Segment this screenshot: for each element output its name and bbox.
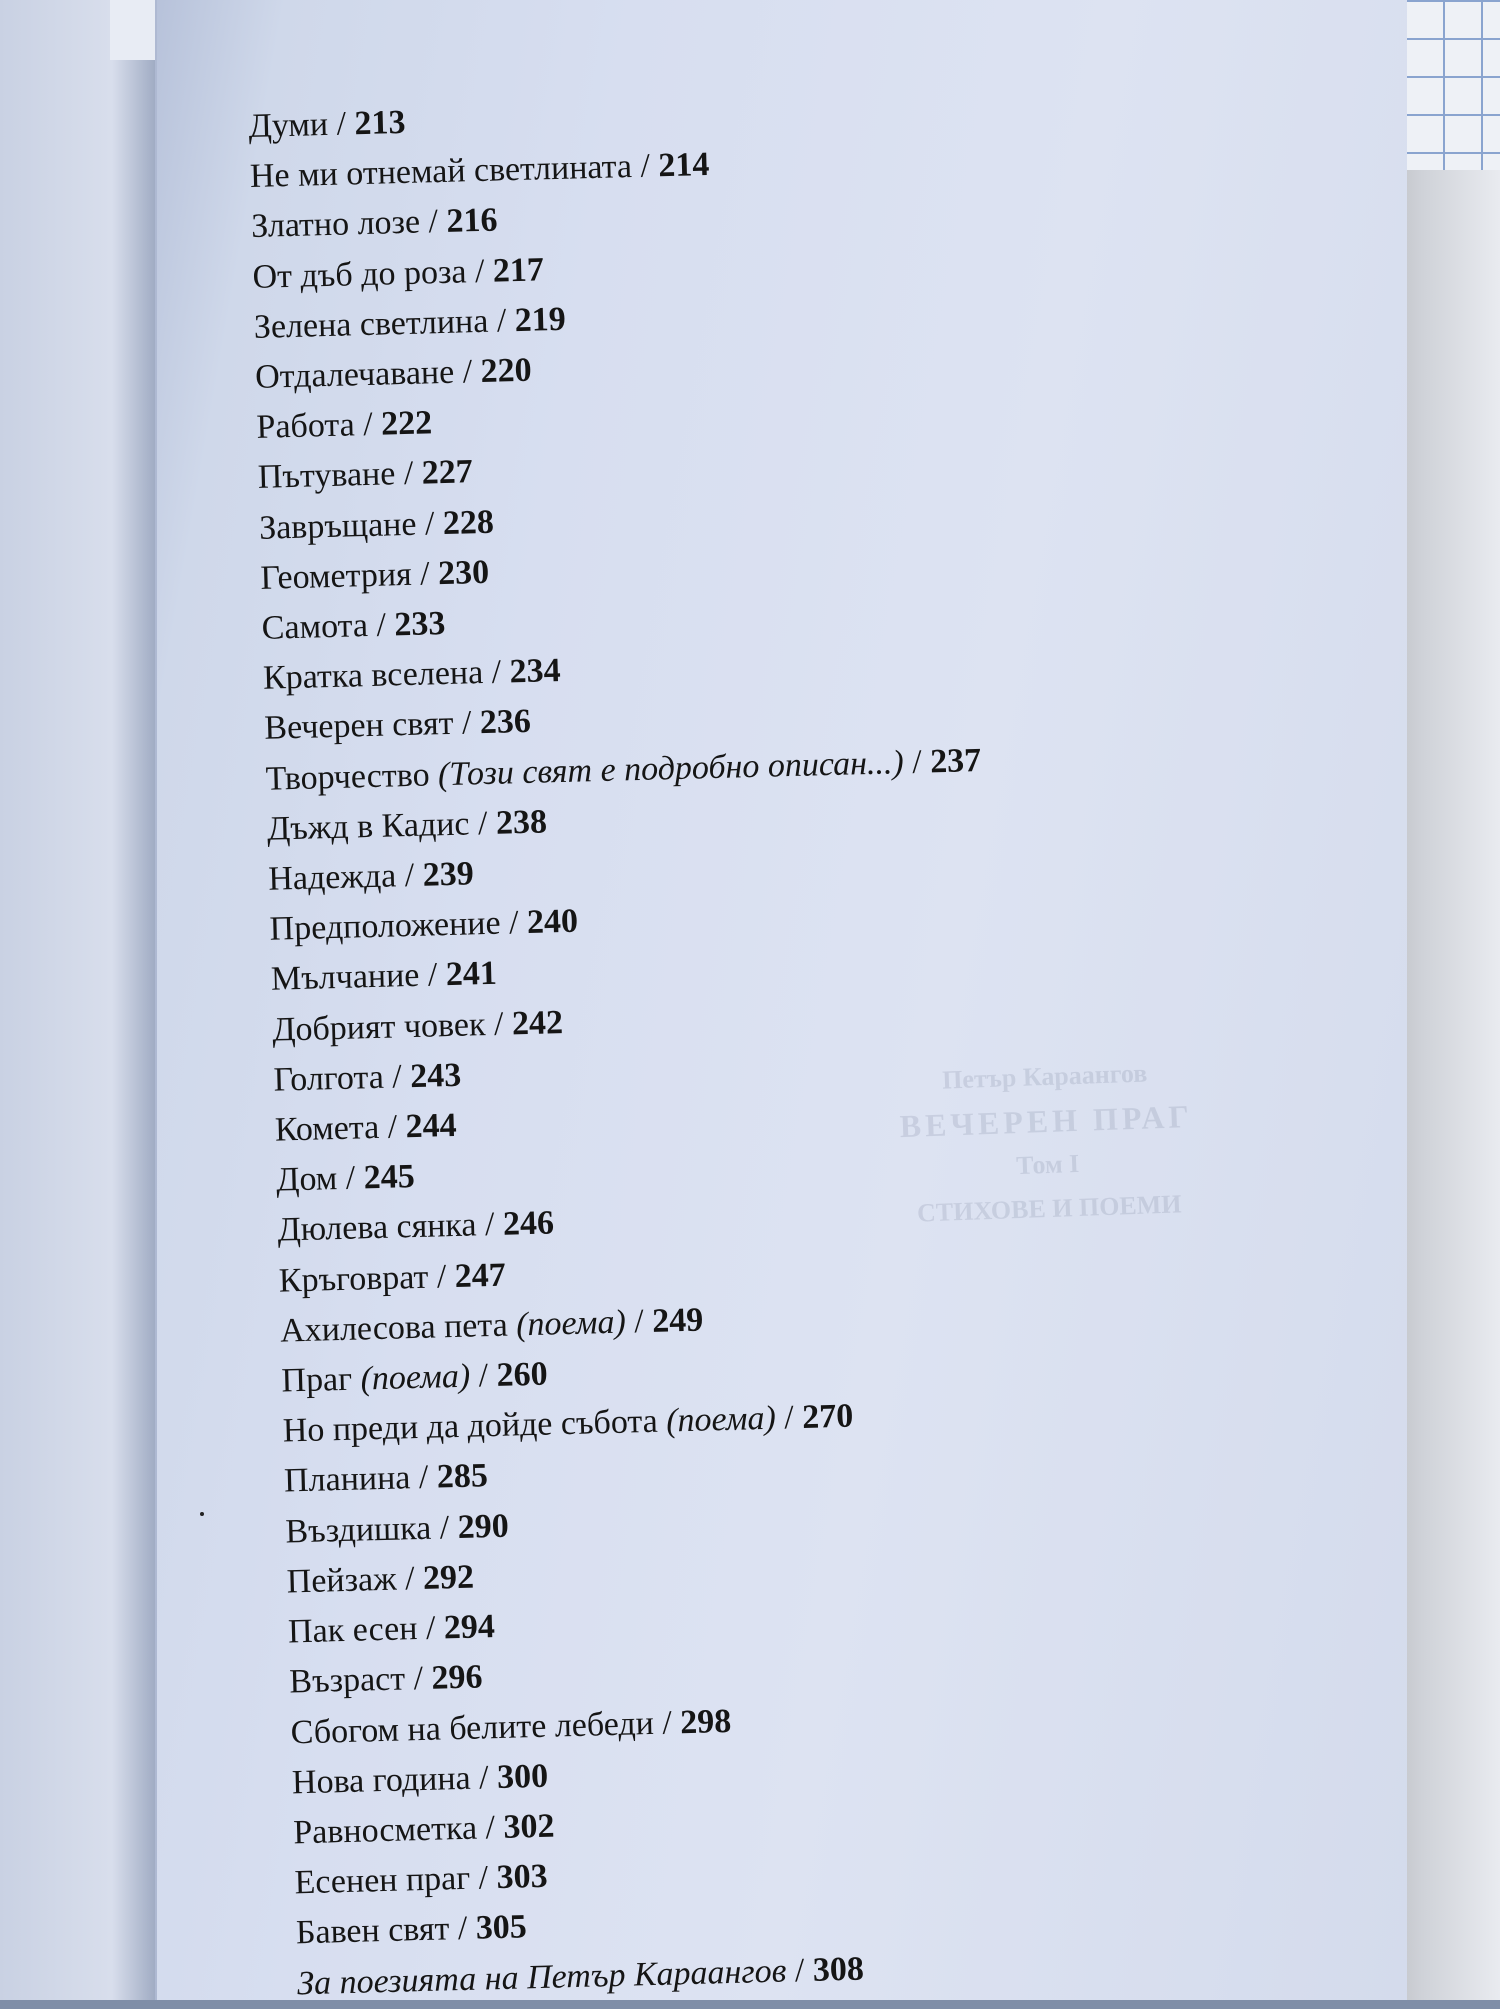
entry-page-number: 285 bbox=[436, 1457, 489, 1497]
entry-page-number: 243 bbox=[409, 1056, 462, 1095]
entry-title: Работа bbox=[256, 406, 356, 447]
entry-title: Пейзаж bbox=[286, 1560, 398, 1601]
toc-entry: Нова година / 300 bbox=[291, 1757, 549, 1802]
entry-page-number: 242 bbox=[511, 1003, 564, 1043]
entry-page-number: 290 bbox=[457, 1507, 510, 1546]
entry-page-number: 222 bbox=[380, 404, 433, 443]
entry-page-number: 303 bbox=[496, 1857, 549, 1897]
entry-title: Въздишка bbox=[284, 1509, 432, 1551]
entry-page-number: 238 bbox=[495, 803, 548, 842]
toc-entry: Геометрия / 230 bbox=[259, 553, 490, 597]
entry-title: Нова година bbox=[291, 1759, 472, 1802]
entry-title: Кръговрат bbox=[278, 1258, 429, 1300]
ghost-author: Петър Караангов bbox=[941, 1058, 1148, 1095]
entry-title: Не ми отнемай светлината bbox=[249, 148, 633, 196]
toc-entry: Пак есен / 294 bbox=[287, 1608, 496, 1651]
toc-entry: Кръговрат / 247 bbox=[278, 1256, 507, 1300]
entry-title: Надежда bbox=[267, 857, 397, 898]
entry-page-number: 219 bbox=[514, 300, 567, 339]
toc-entry: Надежда / 239 bbox=[267, 855, 475, 898]
entry-page-number: 227 bbox=[421, 453, 474, 492]
ink-speck bbox=[200, 1512, 204, 1516]
toc-entry: Вечерен свят / 236 bbox=[263, 703, 532, 748]
entry-page-number: 302 bbox=[502, 1807, 555, 1846]
entry-page-number: 292 bbox=[422, 1558, 475, 1597]
entry-page-number: 217 bbox=[492, 250, 545, 290]
entry-subtitle: (поема) bbox=[665, 1399, 777, 1440]
toc-entry: Работа / 222 bbox=[256, 404, 433, 447]
entry-page-number: 245 bbox=[363, 1158, 416, 1197]
toc-entry: Не ми отнемай светлината / 214 bbox=[249, 146, 710, 196]
entry-title: Сбогом на белите лебеди bbox=[290, 1704, 655, 1751]
entry-title: Възраст bbox=[288, 1660, 406, 1701]
entry-title: Комета bbox=[274, 1108, 380, 1149]
entry-title: Бавен свят bbox=[295, 1910, 450, 1952]
entry-title: Пак есен bbox=[287, 1609, 427, 1651]
entry-page-number: 240 bbox=[526, 902, 579, 942]
toc-entry: Зелена светлина / 219 bbox=[253, 300, 567, 346]
entry-title: Праг bbox=[281, 1360, 353, 1400]
entry-title: Дом bbox=[275, 1160, 338, 1199]
entry-page-number: 244 bbox=[405, 1106, 458, 1146]
entry-page-number: 228 bbox=[442, 503, 495, 542]
entry-title: Творчество bbox=[265, 756, 431, 798]
toc-entry: Сбогом на белите лебеди / 298 bbox=[290, 1702, 732, 1751]
entry-page-number: 216 bbox=[445, 201, 498, 241]
toc-entry: Дюлева сянка / 246 bbox=[277, 1204, 555, 1250]
entry-title: Добрият човек bbox=[271, 1005, 486, 1049]
toc-entry: Пейзаж / 292 bbox=[286, 1558, 475, 1601]
entry-title: Есенен праг bbox=[294, 1859, 471, 1902]
ghost-subtitle: СТИХОВЕ И ПОЕМИ bbox=[916, 1189, 1182, 1228]
entry-page-number: 241 bbox=[445, 955, 498, 994]
entry-title: От дъб до роза bbox=[252, 252, 467, 296]
entry-page-number: 249 bbox=[651, 1301, 704, 1340]
toc-entry: Златно лозе / 216 bbox=[250, 201, 498, 246]
toc-entry: Равносметка / 302 bbox=[292, 1807, 555, 1852]
toc-entry: Възраст / 296 bbox=[288, 1658, 483, 1701]
entry-page-number: 294 bbox=[443, 1608, 496, 1647]
entry-title: Планина bbox=[283, 1459, 411, 1501]
entry-title: Но преди да дойде събота bbox=[282, 1403, 659, 1450]
entry-title: Зелена светлина bbox=[253, 302, 489, 346]
toc-entry: Завръщане / 228 bbox=[258, 503, 495, 547]
entry-page-number: 300 bbox=[496, 1757, 549, 1796]
entry-title: Пътуване bbox=[257, 455, 396, 497]
entry-title: Думи bbox=[248, 105, 329, 145]
entry-title: Златно лозе bbox=[250, 203, 421, 246]
left-page-corner bbox=[110, 0, 158, 60]
entry-title: Равносметка bbox=[292, 1809, 478, 1852]
entry-page-number: 296 bbox=[431, 1658, 483, 1698]
entry-page-number: 247 bbox=[454, 1256, 507, 1295]
toc-entry: Но преди да дойде събота (поема) / 270 bbox=[282, 1397, 854, 1450]
grid-paper bbox=[1405, 0, 1500, 170]
entry-title: Завръщане bbox=[258, 505, 417, 547]
entry-title: Мълчание bbox=[270, 957, 420, 999]
toc-entry: Голгота / 243 bbox=[273, 1056, 462, 1099]
toc-entry: Предположение / 240 bbox=[269, 902, 579, 948]
entry-page-number: 246 bbox=[502, 1204, 555, 1244]
table-of-contents bbox=[248, 75, 1348, 2009]
entry-title: Дъжд в Кадис bbox=[266, 805, 470, 848]
toc-entry: Ахилесова пета (поема) / 249 bbox=[279, 1301, 704, 1350]
entry-page-number: 234 bbox=[509, 652, 562, 691]
entry-title: Геометрия bbox=[259, 555, 413, 597]
toc-entry: Отдалечаване / 220 bbox=[254, 351, 533, 396]
entry-title: Предположение bbox=[269, 904, 502, 948]
entry-subtitle: (Този свят е подробно описан...) bbox=[437, 743, 905, 793]
toc-entry: Въздишка / 290 bbox=[284, 1507, 510, 1551]
toc-entry: Творчество (Този свят е подробно описан...) / 237 bbox=[265, 741, 982, 798]
entry-title: Дюлева сянка bbox=[277, 1206, 478, 1250]
left-page-edge bbox=[0, 0, 160, 2000]
toc-entry: Есенен праг / 303 bbox=[294, 1857, 549, 1902]
entry-title: Самота bbox=[261, 607, 369, 647]
entry-title: Голгота bbox=[273, 1058, 385, 1099]
toc-entry: От дъб до роза / 217 bbox=[252, 250, 545, 296]
ghost-book-title: ВЕЧЕРЕН ПРАГ bbox=[899, 1097, 1194, 1145]
entry-page-number: 214 bbox=[657, 146, 710, 185]
entry-subtitle: (поема) bbox=[515, 1303, 627, 1344]
entry-page-number: 220 bbox=[480, 351, 533, 391]
entry-page-number: 308 bbox=[812, 1950, 865, 1989]
toc-entry: Дом / 245 bbox=[275, 1158, 416, 1199]
entry-page-number: 298 bbox=[679, 1702, 732, 1741]
toc-entry: Планина / 285 bbox=[283, 1457, 489, 1501]
toc-entry: Пътуване / 227 bbox=[257, 453, 474, 497]
toc-entry: Самота / 233 bbox=[261, 605, 446, 647]
toc-entry: Бавен свят / 305 bbox=[295, 1908, 528, 1952]
entry-title: За поезията на Петър Караангов bbox=[296, 1952, 787, 2002]
entry-page-number: 270 bbox=[801, 1397, 854, 1437]
toc-entry: Мълчание / 241 bbox=[270, 955, 498, 999]
entry-page-number: 305 bbox=[475, 1908, 528, 1947]
entry-page-number: 239 bbox=[422, 855, 475, 894]
entry-title: Отдалечаване bbox=[254, 353, 455, 396]
toc-entry: Думи / 213 bbox=[248, 103, 406, 145]
entry-page-number: 260 bbox=[496, 1355, 549, 1395]
entry-page-number: 230 bbox=[437, 553, 490, 593]
entry-page-number: 233 bbox=[393, 605, 446, 644]
ghost-volume: Том I bbox=[1015, 1148, 1080, 1181]
toc-entry: Дъжд в Кадис / 238 bbox=[266, 803, 548, 848]
toc-entry: Добрият човек / 242 bbox=[271, 1003, 564, 1049]
toc-entry: Праг (поема) / 260 bbox=[281, 1355, 549, 1400]
entry-title: Кратка вселена bbox=[262, 654, 484, 698]
entry-title: Ахилесова пета bbox=[279, 1306, 509, 1350]
entry-page-number: 237 bbox=[929, 741, 982, 781]
entry-subtitle: (поема) bbox=[360, 1357, 471, 1398]
entry-page-number: 213 bbox=[354, 103, 406, 143]
entry-page-number: 236 bbox=[479, 703, 532, 742]
entry-title: Вечерен свят bbox=[263, 705, 454, 748]
toc-entry: Кратка вселена / 234 bbox=[262, 652, 562, 698]
toc-entry: Комета / 244 bbox=[274, 1106, 458, 1149]
toc-entry: За поезията на Петър Караангов / 308 bbox=[296, 1950, 865, 2002]
